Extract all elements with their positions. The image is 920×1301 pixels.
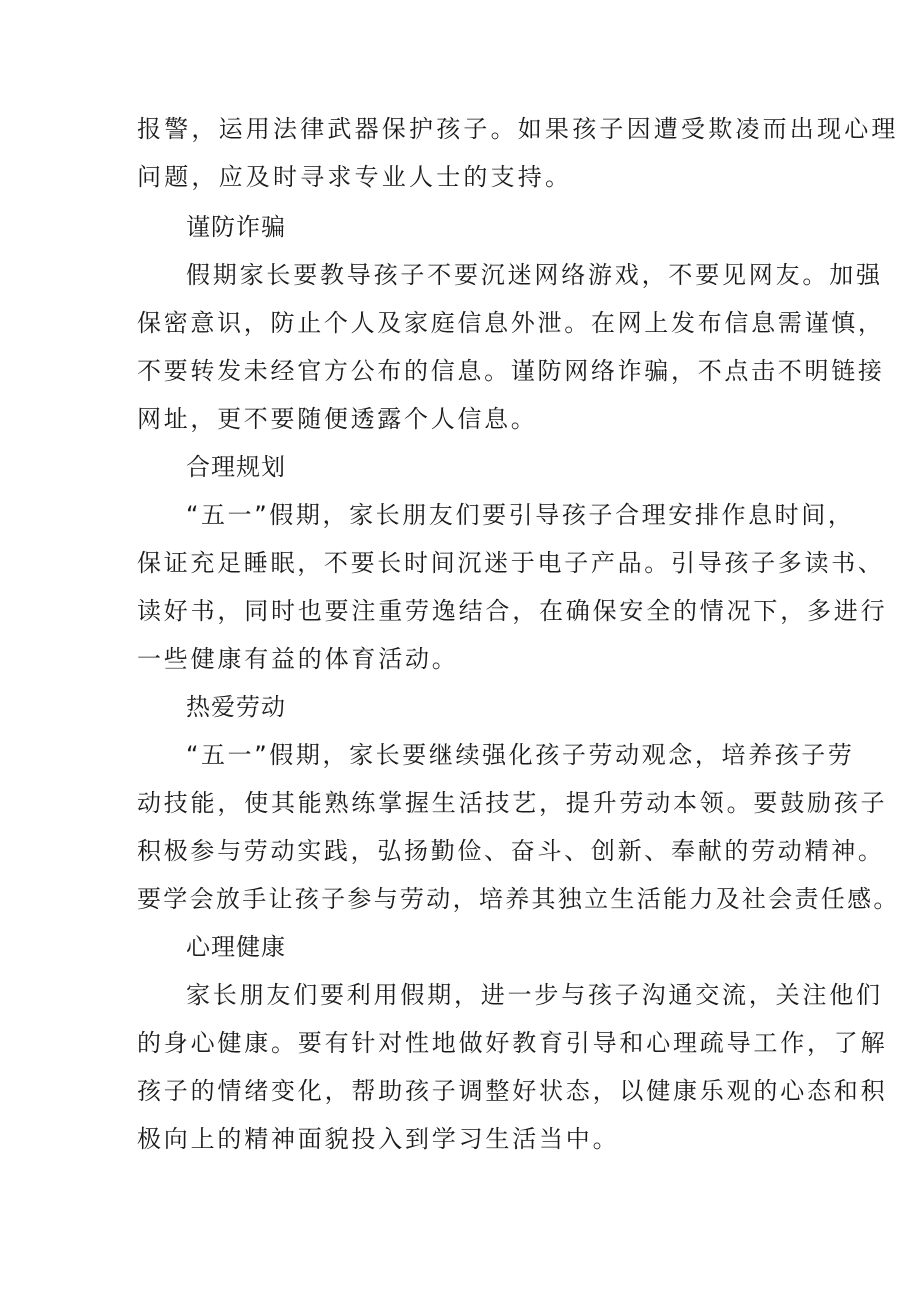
body-line: 报警，运用法律武器保护孩子。如果孩子因遭受欺凌而出现心理: [137, 115, 899, 143]
body-line: 问题，应及时寻求专业人士的支持。: [137, 163, 573, 191]
body-line: 保密意识，防止个人及家庭信息外泄。在网上发布信息需谨慎，: [137, 309, 885, 337]
body-line: 积极参与劳动实践，弘扬勤俭、奋斗、创新、奉献的劳动精神。: [137, 837, 885, 865]
body-line: 网址，更不要随便透露个人信息。: [137, 405, 538, 433]
body-line: 极向上的精神面貌投入到学习生活当中。: [137, 1125, 620, 1153]
body-line: 保证充足睡眠，不要长时间沉迷于电子产品。引导孩子多读书、: [137, 549, 885, 577]
body-line: 孩子的情绪变化，帮助孩子调整好状态，以健康乐观的心态和积: [137, 1077, 888, 1105]
body-line: 动技能，使其能熟练掌握生活技艺，提升劳动本领。要鼓励孩子: [137, 789, 888, 817]
body-line: 读好书，同时也要注重劳逸结合，在确保安全的情况下，多进行: [137, 597, 888, 625]
body-line: 要学会放手让孩子参与劳动，培养其独立生活能力及社会责任感。: [137, 885, 900, 913]
section-heading-fraud-prevention: 谨防诈骗: [186, 213, 286, 241]
section-heading-mental-health: 心理健康: [186, 933, 286, 961]
body-line: 不要转发未经官方公布的信息。谨防网络诈骗，不点击不明链接: [137, 357, 885, 385]
body-line: 家长朋友们要利用假期，进一步与孩子沟通交流，关注他们: [186, 981, 883, 1009]
body-line: 假期家长要教导孩子不要沉迷网络游戏，不要见网友。加强: [186, 261, 883, 289]
body-line: 一些健康有益的体育活动。: [137, 645, 459, 673]
body-line: “五一”假期，家长要继续强化孩子劳动观念，培养孩子劳: [186, 741, 855, 769]
section-heading-labor: 热爱劳动: [186, 693, 286, 721]
body-line: 的身心健康。要有针对性地做好教育引导和心理疏导工作，了解: [137, 1029, 888, 1057]
body-line: “五一”假期，家长朋友们要引导孩子合理安排作息时间，: [186, 501, 855, 529]
section-heading-planning: 合理规划: [186, 453, 286, 481]
